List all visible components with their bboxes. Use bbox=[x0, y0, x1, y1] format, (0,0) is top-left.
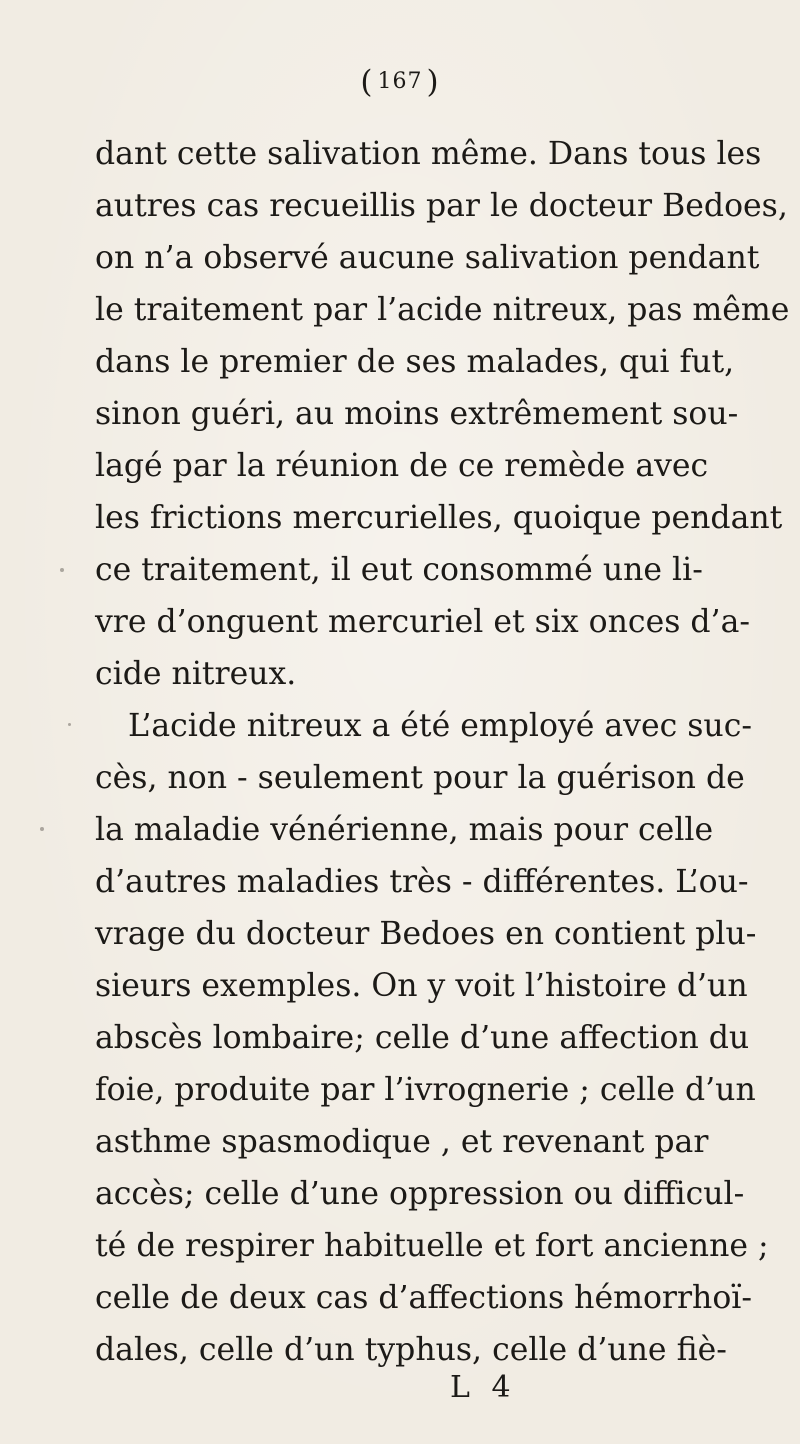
page-number-close-paren: ) bbox=[426, 64, 440, 100]
text-line: dans le premier de ses malades, qui fut, bbox=[95, 344, 735, 380]
text-line: dales, celle d’un typhus, celle d’une fiè- bbox=[95, 1332, 727, 1368]
text-line: accès; celle d’une oppression ou difficul- bbox=[95, 1176, 745, 1212]
text-line: la maladie vénérienne, mais pour celle bbox=[95, 812, 714, 848]
text-line: le traitement par l’acide nitreux, pas même bbox=[95, 292, 790, 328]
text-line: autres cas recueillis par le docteur Bedoes, bbox=[95, 188, 788, 224]
text-line: té de respirer habituelle et fort ancienne ; bbox=[95, 1228, 769, 1264]
text-line: cide nitreux. bbox=[95, 656, 297, 692]
text-line-paragraph-start: L’acide nitreux a été employé avec suc- bbox=[128, 708, 753, 744]
text-line: celle de deux cas d’affections hémorrhoï- bbox=[95, 1280, 753, 1316]
text-line: vrage du docteur Bedoes en contient plu- bbox=[95, 916, 757, 952]
text-line: vre d’onguent mercuriel et six onces d’a- bbox=[95, 604, 750, 640]
text-line: on n’a observé aucune salivation pendant bbox=[95, 240, 760, 276]
paper-speck bbox=[60, 568, 64, 572]
text-line: ce traitement, il eut consommé une li- bbox=[95, 552, 703, 588]
page-number bbox=[0, 62, 800, 102]
paper-speck bbox=[40, 827, 44, 831]
text-line: abscès lombaire; celle d’une affection du bbox=[95, 1020, 750, 1056]
text-line: d’autres maladies très - différentes. L’ou- bbox=[95, 864, 749, 900]
paper-speck bbox=[68, 723, 71, 726]
signature-mark: L 4 bbox=[450, 1370, 517, 1405]
text-line: les frictions mercurielles, quoique pendant bbox=[95, 500, 783, 536]
text-line: foie, produite par l’ivrognerie ; celle d’un bbox=[95, 1072, 756, 1108]
text-line: lagé par la réunion de ce remède avec bbox=[95, 448, 709, 484]
page-text-body bbox=[95, 128, 790, 1376]
text-line: sinon guéri, au moins extrêmement sou- bbox=[95, 396, 739, 432]
text-line: cès, non - seulement pour la guérison de bbox=[95, 760, 745, 796]
paper-speck bbox=[698, 512, 702, 516]
page-number-open-paren: ( bbox=[360, 64, 374, 100]
text-line: asthme spasmodique , et revenant par bbox=[95, 1124, 709, 1160]
text-line: sieurs exemples. On y voit l’histoire d’un bbox=[95, 968, 748, 1004]
page-number-value: 167 bbox=[377, 69, 423, 94]
text-line: dant cette salivation même. Dans tous les bbox=[95, 136, 762, 172]
